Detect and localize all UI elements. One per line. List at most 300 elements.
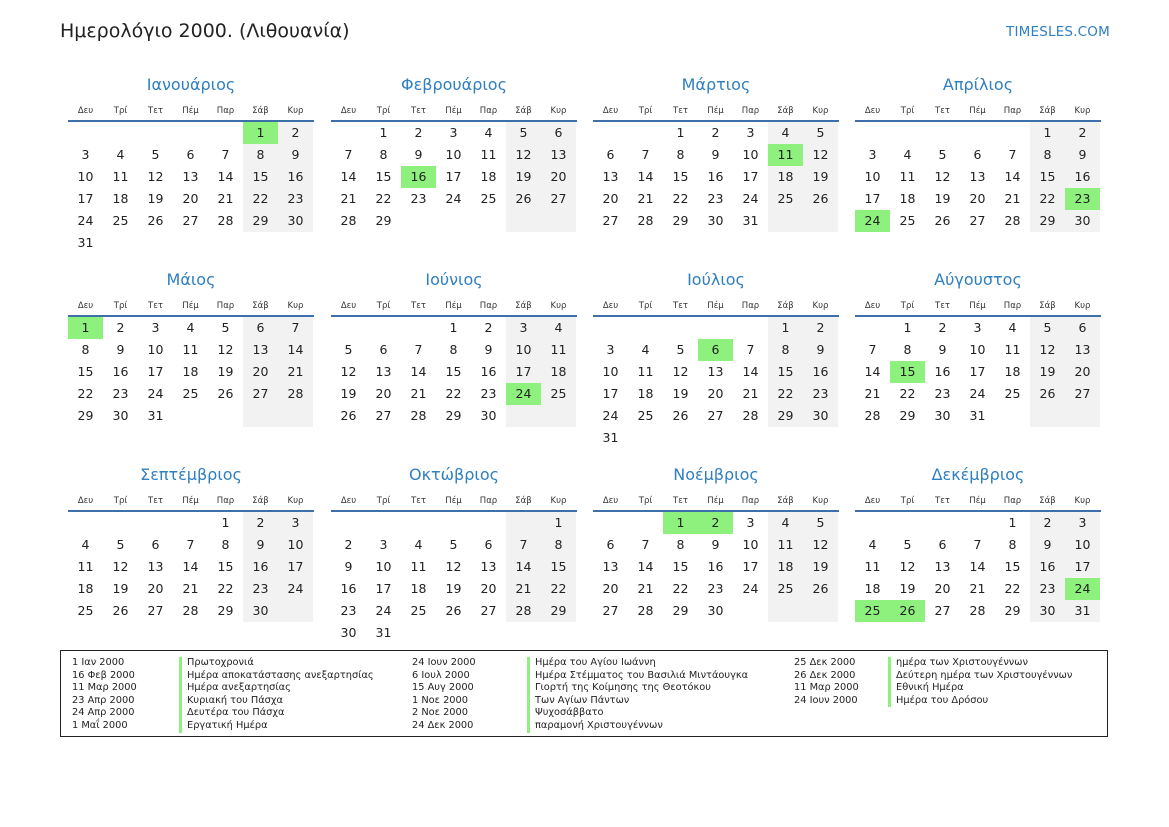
week-row	[68, 339, 314, 361]
holiday-date: 23 Απρ 2000	[72, 694, 135, 706]
day-cell: 5	[344, 342, 353, 357]
day-cell: 15	[1004, 559, 1021, 574]
day-cell: 28	[217, 213, 234, 228]
empty-day-cell	[855, 512, 890, 534]
empty-day-cell	[366, 317, 401, 339]
day-cell: 19	[506, 166, 541, 188]
weekday-label: Δευ	[77, 496, 94, 506]
day-cell: 30	[243, 600, 278, 622]
empty-day-cell	[278, 232, 313, 254]
empty-day-cell	[733, 427, 768, 449]
weekday-label: Κυρ	[1074, 301, 1091, 311]
day-cell: 30	[707, 603, 724, 618]
day-cell: 2	[344, 537, 353, 552]
holiday-name: Εργατική Ημέρα	[179, 720, 268, 733]
day-cell: 22	[768, 383, 803, 405]
day-cell: 10	[864, 169, 881, 184]
weekday-label: Δευ	[340, 496, 357, 506]
empty-day-cell	[331, 512, 366, 534]
weekday-label: Παρ	[741, 106, 760, 116]
weekday-label: Κυρ	[550, 496, 567, 506]
weekday-label: Κυρ	[812, 301, 829, 311]
week-row	[331, 534, 577, 556]
day-cell: 28	[637, 603, 654, 618]
day-cell: 10	[506, 339, 541, 361]
weekday-label: Σάβ	[252, 106, 269, 116]
day-cell: 13	[1065, 339, 1100, 361]
day-cell: 21	[182, 581, 199, 596]
weekday-label: Τετ	[148, 496, 163, 506]
day-cell: 15	[541, 556, 576, 578]
day-cell: 3	[449, 125, 458, 140]
empty-day-cell	[628, 122, 663, 144]
week-row	[68, 405, 314, 427]
holiday-name: Των Αγίων Πάντων	[527, 695, 629, 708]
empty-day-cell	[243, 232, 278, 254]
day-cell: 9	[414, 147, 423, 162]
holiday-name: Ημέρα Στέμματος του Βασιλιά Μιντάουγκα	[527, 670, 748, 683]
day-cell: 15	[375, 169, 392, 184]
empty-day-cell	[138, 512, 173, 534]
day-cell: 11	[480, 147, 497, 162]
day-cell: 13	[707, 364, 724, 379]
week-row	[331, 383, 577, 405]
holiday-name: Ψυχοσάββατο	[527, 707, 604, 720]
site-link[interactable]: TIMESLES.COM	[1006, 24, 1110, 40]
day-cell: 21	[969, 581, 986, 596]
day-cell: 9	[116, 342, 125, 357]
day-cell: 20	[602, 581, 619, 596]
day-cell: 10	[77, 169, 94, 184]
empty-day-cell	[436, 622, 471, 644]
day-cell: 25	[112, 213, 129, 228]
week-row	[68, 361, 314, 383]
empty-day-cell	[628, 427, 663, 449]
day-cell: 20	[541, 166, 576, 188]
day-cell: 18	[768, 556, 803, 578]
weekday-label: Τρί	[113, 496, 128, 506]
empty-day-cell	[803, 210, 838, 232]
day-cell: 25	[77, 603, 94, 618]
month-calendar	[855, 72, 1101, 232]
weekday-label: Δευ	[864, 106, 881, 116]
empty-day-cell	[593, 122, 628, 144]
holiday-day-cell: 16	[401, 166, 436, 188]
day-cell: 27	[1065, 383, 1100, 405]
holiday-name: Ημέρα του Δρόσου	[888, 695, 988, 708]
empty-day-cell	[506, 405, 541, 427]
empty-day-cell	[855, 317, 890, 339]
day-cell: 25	[182, 386, 199, 401]
day-cell: 22	[77, 386, 94, 401]
holiday-day-cell: 1	[68, 317, 103, 339]
day-cell: 5	[676, 342, 685, 357]
holiday-name: Δευτέρα του Πάσχα	[179, 707, 284, 720]
month-calendar	[593, 462, 839, 622]
day-cell: 25	[768, 188, 803, 210]
weekday-header	[855, 488, 1101, 512]
day-cell: 10	[742, 537, 759, 552]
weekday-label: Σάβ	[1039, 301, 1056, 311]
day-cell: 16	[707, 559, 724, 574]
day-cell: 21	[506, 578, 541, 600]
day-cell: 2	[1030, 512, 1065, 534]
day-cell: 3	[379, 537, 388, 552]
day-cell: 5	[221, 320, 230, 335]
day-cell: 31	[77, 235, 94, 250]
empty-day-cell	[436, 512, 471, 534]
weekday-label: Σάβ	[1039, 496, 1056, 506]
day-cell: 26	[934, 213, 951, 228]
empty-day-cell	[173, 512, 208, 534]
day-cell: 16	[278, 166, 313, 188]
day-cell: 22	[672, 191, 689, 206]
day-cell: 3	[868, 147, 877, 162]
empty-day-cell	[803, 600, 838, 622]
day-cell: 11	[637, 364, 654, 379]
weekday-label: Πέμ	[969, 301, 986, 311]
week-row	[855, 188, 1101, 210]
day-cell: 23	[1030, 578, 1065, 600]
holiday-day-cell: 2	[698, 512, 733, 534]
day-cell: 20	[243, 361, 278, 383]
week-row	[331, 361, 577, 383]
day-cell: 26	[340, 408, 357, 423]
day-cell: 5	[506, 122, 541, 144]
empty-day-cell	[138, 122, 173, 144]
day-cell: 10	[969, 342, 986, 357]
weekday-label: Δευ	[340, 301, 357, 311]
day-cell: 5	[903, 537, 912, 552]
day-cell: 17	[278, 556, 313, 578]
day-cell: 22	[217, 581, 234, 596]
day-cell: 28	[637, 213, 654, 228]
empty-day-cell	[173, 405, 208, 427]
month-name: Απρίλιος	[942, 75, 1014, 94]
day-cell: 19	[672, 386, 689, 401]
week-row	[593, 405, 839, 427]
day-cell: 17	[506, 361, 541, 383]
day-cell: 22	[541, 578, 576, 600]
day-cell: 29	[672, 213, 689, 228]
weekday-label: Δευ	[864, 496, 881, 506]
day-cell: 19	[934, 191, 951, 206]
day-cell: 26	[112, 603, 129, 618]
day-cell: 8	[221, 537, 230, 552]
empty-day-cell	[103, 122, 138, 144]
weekday-label: Παρ	[479, 496, 498, 506]
empty-day-cell	[768, 427, 803, 449]
day-cell: 21	[278, 361, 313, 383]
day-cell: 1	[541, 512, 576, 534]
holiday-day-cell: 1	[243, 122, 278, 144]
week-row	[593, 383, 839, 405]
day-cell: 5	[803, 512, 838, 534]
day-cell: 18	[77, 581, 94, 596]
week-row	[68, 512, 314, 534]
day-cell: 16	[340, 581, 357, 596]
day-cell: 12	[672, 364, 689, 379]
weekday-label: Τρί	[900, 106, 915, 116]
week-row	[68, 188, 314, 210]
empty-day-cell	[68, 122, 103, 144]
day-cell: 6	[541, 122, 576, 144]
day-cell: 6	[484, 537, 493, 552]
day-cell: 15	[77, 364, 94, 379]
day-cell: 12	[803, 144, 838, 166]
day-cell: 29	[77, 408, 94, 423]
weekday-header	[855, 98, 1101, 122]
day-cell: 6	[151, 537, 160, 552]
weekday-label: Τετ	[148, 301, 163, 311]
day-cell: 16	[934, 364, 951, 379]
week-row	[593, 361, 839, 383]
empty-day-cell	[768, 600, 803, 622]
day-cell: 3	[746, 125, 755, 140]
empty-day-cell	[401, 317, 436, 339]
day-cell: 14	[969, 559, 986, 574]
day-cell: 3	[278, 512, 313, 534]
day-cell: 23	[480, 386, 497, 401]
month-name: Φεβρουάριος	[401, 75, 507, 94]
day-cell: 4	[768, 512, 803, 534]
empty-day-cell	[103, 232, 138, 254]
day-cell: 23	[934, 386, 951, 401]
day-cell: 26	[445, 603, 462, 618]
day-cell: 19	[899, 581, 916, 596]
empty-day-cell	[628, 512, 663, 534]
empty-day-cell	[925, 512, 960, 534]
weekday-label: Τρί	[376, 301, 391, 311]
day-cell: 10	[602, 364, 619, 379]
day-cell: 5	[151, 147, 160, 162]
day-cell: 17	[445, 169, 462, 184]
day-cell: 14	[637, 559, 654, 574]
day-cell: 16	[112, 364, 129, 379]
week-row	[593, 144, 839, 166]
week-row	[855, 383, 1101, 405]
day-cell: 10	[278, 534, 313, 556]
day-cell: 5	[938, 147, 947, 162]
day-cell: 14	[637, 169, 654, 184]
empty-day-cell	[925, 122, 960, 144]
day-cell: 27	[934, 603, 951, 618]
week-row	[855, 578, 1101, 600]
weekday-label: Πέμ	[182, 496, 199, 506]
week-row	[593, 317, 839, 339]
empty-day-cell	[471, 622, 506, 644]
empty-day-cell	[208, 405, 243, 427]
holiday-name: Γιορτή της Κοίμησης της Θεοτόκου	[527, 682, 711, 695]
weekday-label: Σάβ	[1039, 106, 1056, 116]
week-row	[855, 339, 1101, 361]
week-row	[331, 405, 577, 427]
empty-day-cell	[436, 210, 471, 232]
day-cell: 4	[1008, 320, 1017, 335]
day-cell: 13	[602, 169, 619, 184]
day-cell: 23	[112, 386, 129, 401]
weekday-label: Σάβ	[777, 301, 794, 311]
weekday-header	[68, 488, 314, 512]
day-cell: 29	[243, 210, 278, 232]
day-cell: 17	[742, 169, 759, 184]
day-cell: 29	[375, 213, 392, 228]
weekday-label: Κυρ	[812, 496, 829, 506]
day-cell: 6	[186, 147, 195, 162]
holiday-name: Πρωτοχρονιά	[179, 657, 254, 670]
empty-day-cell	[1065, 405, 1100, 427]
day-cell: 21	[1004, 191, 1021, 206]
day-cell: 14	[278, 339, 313, 361]
day-cell: 30	[1030, 600, 1065, 622]
weekday-label: Δευ	[77, 106, 94, 116]
weekday-label: Κυρ	[550, 301, 567, 311]
weekday-label: Τρί	[376, 106, 391, 116]
week-row	[331, 622, 577, 644]
holiday-date: 2 Νοε 2000	[412, 707, 469, 719]
day-cell: 18	[864, 581, 881, 596]
day-cell: 19	[803, 556, 838, 578]
day-cell: 23	[243, 578, 278, 600]
empty-day-cell	[243, 405, 278, 427]
empty-day-cell	[506, 622, 541, 644]
empty-day-cell	[173, 122, 208, 144]
week-row	[68, 144, 314, 166]
day-cell: 23	[340, 603, 357, 618]
day-cell: 5	[1030, 317, 1065, 339]
day-cell: 31	[375, 625, 392, 640]
day-cell: 7	[506, 534, 541, 556]
holiday-date: 1 Ιαν 2000	[72, 657, 125, 668]
day-cell: 7	[641, 147, 650, 162]
holiday-date: 24 Ιουν 2000	[794, 694, 858, 706]
day-cell: 13	[375, 364, 392, 379]
weekday-label: Τρί	[638, 301, 653, 311]
day-cell: 3	[151, 320, 160, 335]
day-cell: 9	[243, 534, 278, 556]
empty-day-cell	[733, 317, 768, 339]
day-cell: 11	[182, 342, 199, 357]
holiday-day-cell: 25	[855, 600, 890, 622]
day-cell: 4	[414, 537, 423, 552]
day-cell: 5	[803, 122, 838, 144]
weekday-header	[593, 293, 839, 317]
day-cell: 29	[899, 408, 916, 423]
day-cell: 2	[243, 512, 278, 534]
weekday-label: Τρί	[638, 106, 653, 116]
empty-day-cell	[208, 232, 243, 254]
week-row	[68, 383, 314, 405]
day-cell: 30	[1065, 210, 1100, 232]
day-cell: 2	[938, 320, 947, 335]
day-cell: 8	[541, 534, 576, 556]
week-row	[331, 317, 577, 339]
day-cell: 18	[541, 361, 576, 383]
month-calendar	[331, 267, 577, 427]
day-cell: 9	[803, 339, 838, 361]
week-row	[68, 317, 314, 339]
day-cell: 4	[484, 125, 493, 140]
weekday-label: Πέμ	[445, 496, 462, 506]
day-cell: 18	[768, 166, 803, 188]
weekday-label: Παρ	[216, 106, 235, 116]
weekday-label: Παρ	[216, 496, 235, 506]
holiday-date: 6 Ιουλ 2000	[412, 669, 470, 681]
month-calendar	[593, 72, 839, 232]
empty-day-cell	[541, 210, 576, 232]
day-cell: 8	[243, 144, 278, 166]
day-cell: 27	[969, 213, 986, 228]
month-calendar	[68, 267, 314, 427]
day-cell: 4	[868, 537, 877, 552]
day-cell: 20	[375, 386, 392, 401]
month-name: Αύγουστος	[934, 270, 1022, 289]
week-row	[331, 556, 577, 578]
day-cell: 29	[1004, 603, 1021, 618]
holiday-name: Εθνική Ημέρα	[888, 682, 964, 695]
holiday-name: Κυριακή του Πάσχα	[179, 695, 283, 708]
week-row	[331, 578, 577, 600]
holiday-date: 1 Νοε 2000	[412, 694, 469, 706]
week-row	[593, 600, 839, 622]
day-cell: 17	[742, 559, 759, 574]
day-cell: 29	[1030, 210, 1065, 232]
day-cell: 14	[217, 169, 234, 184]
week-row	[331, 600, 577, 622]
day-cell: 30	[707, 213, 724, 228]
empty-day-cell	[698, 427, 733, 449]
empty-day-cell	[1030, 405, 1065, 427]
month-name: Δεκέμβριος	[931, 465, 1025, 484]
day-cell: 7	[344, 147, 353, 162]
empty-day-cell	[278, 600, 313, 622]
weekday-header	[331, 488, 577, 512]
month-calendar	[331, 462, 577, 644]
day-cell: 24	[375, 603, 392, 618]
day-cell: 30	[278, 210, 313, 232]
day-cell: 25	[768, 578, 803, 600]
day-cell: 18	[899, 191, 916, 206]
empty-day-cell	[593, 512, 628, 534]
day-cell: 17	[969, 364, 986, 379]
page-title: Ημερολόγιο 2000. (Λιθουανία)	[60, 20, 350, 42]
month-calendar	[855, 462, 1101, 622]
week-row	[855, 317, 1101, 339]
day-cell: 4	[768, 122, 803, 144]
day-cell: 14	[864, 364, 881, 379]
empty-day-cell	[768, 210, 803, 232]
day-cell: 11	[768, 534, 803, 556]
day-cell: 21	[340, 191, 357, 206]
empty-day-cell	[995, 122, 1030, 144]
month-name: Νοέμβριος	[673, 465, 759, 484]
day-cell: 20	[480, 581, 497, 596]
empty-day-cell	[471, 210, 506, 232]
day-cell: 20	[602, 191, 619, 206]
weekday-label: Πέμ	[445, 301, 462, 311]
month-name: Σεπτέμβριος	[140, 465, 242, 484]
day-cell: 18	[410, 581, 427, 596]
holiday-name: Ημέρα του Αγίου Ιωάννη	[527, 657, 656, 670]
week-row	[68, 166, 314, 188]
week-row	[331, 144, 577, 166]
empty-day-cell	[541, 622, 576, 644]
holiday-date: 1 Μαΐ 2000	[72, 720, 128, 731]
month-name: Ιούνιος	[425, 270, 483, 289]
weekday-label: Τρί	[900, 301, 915, 311]
holiday-name: Ημέρα αποκατάστασης ανεξαρτησίας	[179, 670, 374, 683]
month-calendar	[68, 72, 314, 254]
